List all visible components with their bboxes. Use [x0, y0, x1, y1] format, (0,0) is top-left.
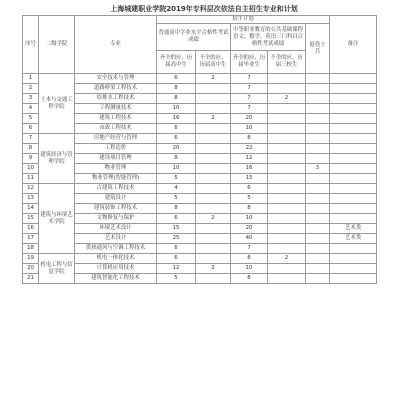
quota-hs-full: 5: [157, 174, 196, 184]
quota-voc-partial: [268, 274, 306, 284]
school-name: 土木与交通工程学院: [39, 74, 75, 134]
table-row: [23, 274, 377, 284]
remark: [330, 214, 377, 224]
quota-voc-full: 7: [231, 94, 268, 104]
quota-hs-full: 20: [157, 144, 196, 154]
table-row: [23, 204, 377, 214]
header-plan: 招生计划: [157, 16, 330, 24]
header-col-4: 不全的应、历届三校生: [268, 51, 306, 74]
quota-hs-partial: 2: [196, 114, 231, 124]
quota-veteran: [306, 244, 330, 254]
quota-voc-full: 8: [231, 204, 268, 214]
major-name: 安全技术与管理: [75, 74, 157, 84]
quota-hs-full: 16: [157, 114, 196, 124]
quota-hs-full: 8: [157, 94, 196, 104]
table-row: [23, 74, 377, 84]
quota-voc-partial: [268, 124, 306, 134]
major-name: 工程测量技术: [75, 104, 157, 114]
row-number: 9: [23, 154, 39, 164]
quota-voc-partial: [268, 164, 306, 174]
quota-veteran: [306, 174, 330, 184]
quota-voc-partial: [268, 144, 306, 154]
quota-voc-full: 40: [231, 234, 268, 244]
quota-hs-partial: [196, 274, 231, 284]
quota-hs-full: 4: [157, 184, 196, 194]
quota-hs-partial: [196, 164, 231, 174]
table-row: [23, 264, 377, 274]
major-name: 建筑工程技术: [75, 114, 157, 124]
remark: [330, 134, 377, 144]
quota-veteran: [306, 144, 330, 154]
table-row: [23, 94, 377, 104]
header-col-1: 齐全的应、历届高中生: [157, 51, 196, 74]
table-row: [23, 114, 377, 124]
remark: [330, 204, 377, 214]
quota-voc-full: 22: [231, 144, 268, 154]
quota-voc-full: 6: [231, 184, 268, 194]
remark: [330, 94, 377, 104]
quota-voc-partial: [268, 224, 306, 234]
row-number: 16: [23, 224, 39, 234]
quota-hs-partial: [196, 94, 231, 104]
quota-voc-full: 8: [231, 254, 268, 264]
quota-voc-partial: [268, 154, 306, 164]
quota-voc-full: 16: [231, 164, 268, 174]
row-number: 18: [23, 244, 39, 254]
table-body: [23, 74, 377, 284]
remark: [330, 154, 377, 164]
row-number: 17: [23, 234, 39, 244]
major-name: 建筑设计: [75, 194, 157, 204]
table-row: [23, 244, 377, 254]
quota-voc-partial: [268, 234, 306, 244]
quota-hs-partial: [196, 144, 231, 154]
quota-hs-full: 6: [157, 214, 196, 224]
quota-hs-full: 25: [157, 234, 196, 244]
remark: 艺术类: [330, 224, 377, 234]
quota-voc-full: 7: [231, 74, 268, 84]
quota-voc-partial: [268, 104, 306, 114]
quota-hs-full: 6: [157, 244, 196, 254]
quota-voc-partial: 2: [268, 254, 306, 264]
quota-hs-partial: [196, 204, 231, 214]
header-school: 二级学院: [39, 16, 75, 74]
row-number: 20: [23, 264, 39, 274]
row-number: 13: [23, 194, 39, 204]
quota-voc-full: 8: [231, 274, 268, 284]
row-number: 4: [23, 104, 39, 114]
table-row: [23, 214, 377, 224]
quota-voc-partial: 2: [268, 94, 306, 104]
major-name: 房地产经营与管理: [75, 134, 157, 144]
quota-hs-full: 8: [157, 154, 196, 164]
quota-voc-full: 10: [231, 264, 268, 274]
quota-hs-full: 6: [157, 134, 196, 144]
quota-veteran: [306, 74, 330, 84]
row-number: 10: [23, 164, 39, 174]
row-number: 3: [23, 94, 39, 104]
school-name: 建筑与环境艺术学院: [39, 184, 75, 254]
table-row: [23, 184, 377, 194]
quota-veteran: [306, 234, 330, 244]
quota-voc-partial: [268, 184, 306, 194]
quota-veteran: [306, 204, 330, 214]
table-row: [23, 104, 377, 114]
quota-veteran: [306, 274, 330, 284]
quota-veteran: [306, 214, 330, 224]
major-name: 建设项目管理: [75, 154, 157, 164]
quota-voc-full: 10: [231, 214, 268, 224]
major-name: 供热通风与空调工程技术: [75, 244, 157, 254]
page-title: 上海城建职业学院2019年专科层次依法自主招生专业和计划: [110, 5, 298, 13]
header-col-2: 不全的应、历届高中生: [196, 51, 231, 74]
quota-hs-partial: [196, 184, 231, 194]
quota-hs-partial: [196, 104, 231, 114]
major-name: 道路桥梁工程技术: [75, 84, 157, 94]
remark: [330, 254, 377, 264]
quota-hs-full: 12: [157, 264, 196, 274]
quota-veteran: [306, 94, 330, 104]
quota-voc-full: 12: [231, 154, 268, 164]
quota-veteran: 3: [306, 164, 330, 174]
quota-hs-partial: [196, 134, 231, 144]
remark: [330, 274, 377, 284]
table-row: [23, 84, 377, 94]
remark: [330, 174, 377, 184]
quota-voc-full: 15: [231, 174, 268, 184]
row-number: 15: [23, 214, 39, 224]
row-number: 7: [23, 134, 39, 144]
quota-hs-partial: [196, 224, 231, 234]
major-name: 工程造价: [75, 144, 157, 154]
quota-voc-full: 8: [231, 134, 268, 144]
major-name: 文物修复与保护: [75, 214, 157, 224]
major-name: 计算机应用技术: [75, 264, 157, 274]
quota-voc-full: 10: [231, 124, 268, 134]
quota-voc-full: 7: [231, 104, 268, 114]
major-name: 市政工程技术: [75, 124, 157, 134]
quota-veteran: [306, 104, 330, 114]
quota-hs-partial: 2: [196, 264, 231, 274]
quota-voc-partial: [268, 204, 306, 214]
table-row: [23, 154, 377, 164]
remark: [330, 74, 377, 84]
row-number: 12: [23, 184, 39, 194]
quota-voc-full: 7: [231, 84, 268, 94]
remark: [330, 144, 377, 154]
quota-hs-full: 10: [157, 164, 196, 174]
remark: [330, 114, 377, 124]
quota-voc-partial: [268, 134, 306, 144]
quota-voc-full: 7: [231, 244, 268, 254]
quota-veteran: [306, 254, 330, 264]
major-name: 物业管理: [75, 164, 157, 174]
table-row: [23, 134, 377, 144]
quota-hs-full: 8: [157, 204, 196, 214]
quota-hs-full: 6: [157, 74, 196, 84]
remark: [330, 194, 377, 204]
remark: [330, 124, 377, 134]
row-number: 8: [23, 144, 39, 154]
table-row: [23, 234, 377, 244]
quota-hs-full: 5: [157, 194, 196, 204]
quota-voc-full: 20: [231, 224, 268, 234]
header-group-2: 中等职业教育的公共基础课程语文、数学、英语三门科目合格性考试成绩: [231, 24, 306, 51]
quota-hs-partial: [196, 194, 231, 204]
quota-hs-partial: [196, 244, 231, 254]
quota-veteran: [306, 154, 330, 164]
table-row: [23, 194, 377, 204]
quota-voc-full: 5: [231, 194, 268, 204]
remark: [330, 104, 377, 114]
row-number: 1: [23, 74, 39, 84]
quota-veteran: [306, 184, 330, 194]
table-row: [23, 254, 377, 264]
major-name: 物业管理(智能管理): [75, 174, 157, 184]
major-name: 古建筑工程技术: [75, 184, 157, 194]
quota-veteran: [306, 84, 330, 94]
quota-voc-partial: [268, 74, 306, 84]
table-row: [23, 144, 377, 154]
quota-veteran: [306, 114, 330, 124]
quota-voc-partial: [268, 194, 306, 204]
header-veteran: 退役士兵: [306, 24, 330, 74]
header-col-3: 齐全的应、历届毕业生: [231, 51, 268, 74]
quota-hs-partial: 2: [196, 74, 231, 84]
header-group-1: 普通高中学业水平合格性考试成绩: [157, 24, 231, 51]
quota-voc-partial: [268, 264, 306, 274]
quota-veteran: [306, 124, 330, 134]
quota-veteran: [306, 224, 330, 234]
major-name: 环境艺术设计: [75, 224, 157, 234]
quota-veteran: [306, 264, 330, 274]
remark: [330, 84, 377, 94]
quota-hs-full: 8: [157, 84, 196, 94]
major-name: 艺术设计: [75, 234, 157, 244]
quota-voc-partial: [268, 84, 306, 94]
quota-voc-full: 20: [231, 114, 268, 124]
quota-hs-full: 15: [157, 224, 196, 234]
quota-voc-partial: [268, 174, 306, 184]
major-name: 建筑智能化工程技术: [75, 274, 157, 284]
table-row: [23, 174, 377, 184]
table-row: [23, 164, 377, 174]
row-number: 19: [23, 254, 39, 264]
quota-voc-partial: [268, 114, 306, 124]
header-major: 专业: [75, 16, 157, 74]
quota-hs-partial: 2: [196, 214, 231, 224]
remark: [330, 264, 377, 274]
quota-hs-full: 5: [157, 274, 196, 284]
remark: [330, 184, 377, 194]
major-name: 机电一体化技术: [75, 254, 157, 264]
quota-hs-full: 6: [157, 124, 196, 134]
header-seq: 序号: [23, 16, 39, 74]
table-row: [23, 124, 377, 134]
row-number: 2: [23, 84, 39, 94]
table-row: [23, 224, 377, 234]
quota-hs-partial: [196, 174, 231, 184]
quota-veteran: [306, 134, 330, 144]
remark: 艺术类: [330, 234, 377, 244]
quota-hs-partial: [196, 154, 231, 164]
enrollment-table: [22, 15, 377, 284]
school-name: 建筑经济与管理学院: [39, 134, 75, 184]
remark: [330, 244, 377, 254]
quota-hs-partial: [196, 234, 231, 244]
remark: [330, 164, 377, 174]
major-name: 建筑装饰工程技术: [75, 204, 157, 214]
quota-hs-partial: [196, 254, 231, 264]
major-name: 给排水工程技术: [75, 94, 157, 104]
header-remark: 备注: [330, 16, 377, 74]
row-number: 5: [23, 114, 39, 124]
quota-hs-partial: [196, 84, 231, 94]
quota-hs-full: 10: [157, 104, 196, 114]
quota-hs-partial: [196, 124, 231, 134]
row-number: 14: [23, 204, 39, 214]
row-number: 21: [23, 274, 39, 284]
quota-hs-full: 6: [157, 254, 196, 264]
quota-veteran: [306, 194, 330, 204]
quota-voc-partial: [268, 214, 306, 224]
row-number: 6: [23, 124, 39, 134]
row-number: 11: [23, 174, 39, 184]
school-name: 机电工程与信息学院: [39, 254, 75, 284]
quota-voc-partial: [268, 244, 306, 254]
